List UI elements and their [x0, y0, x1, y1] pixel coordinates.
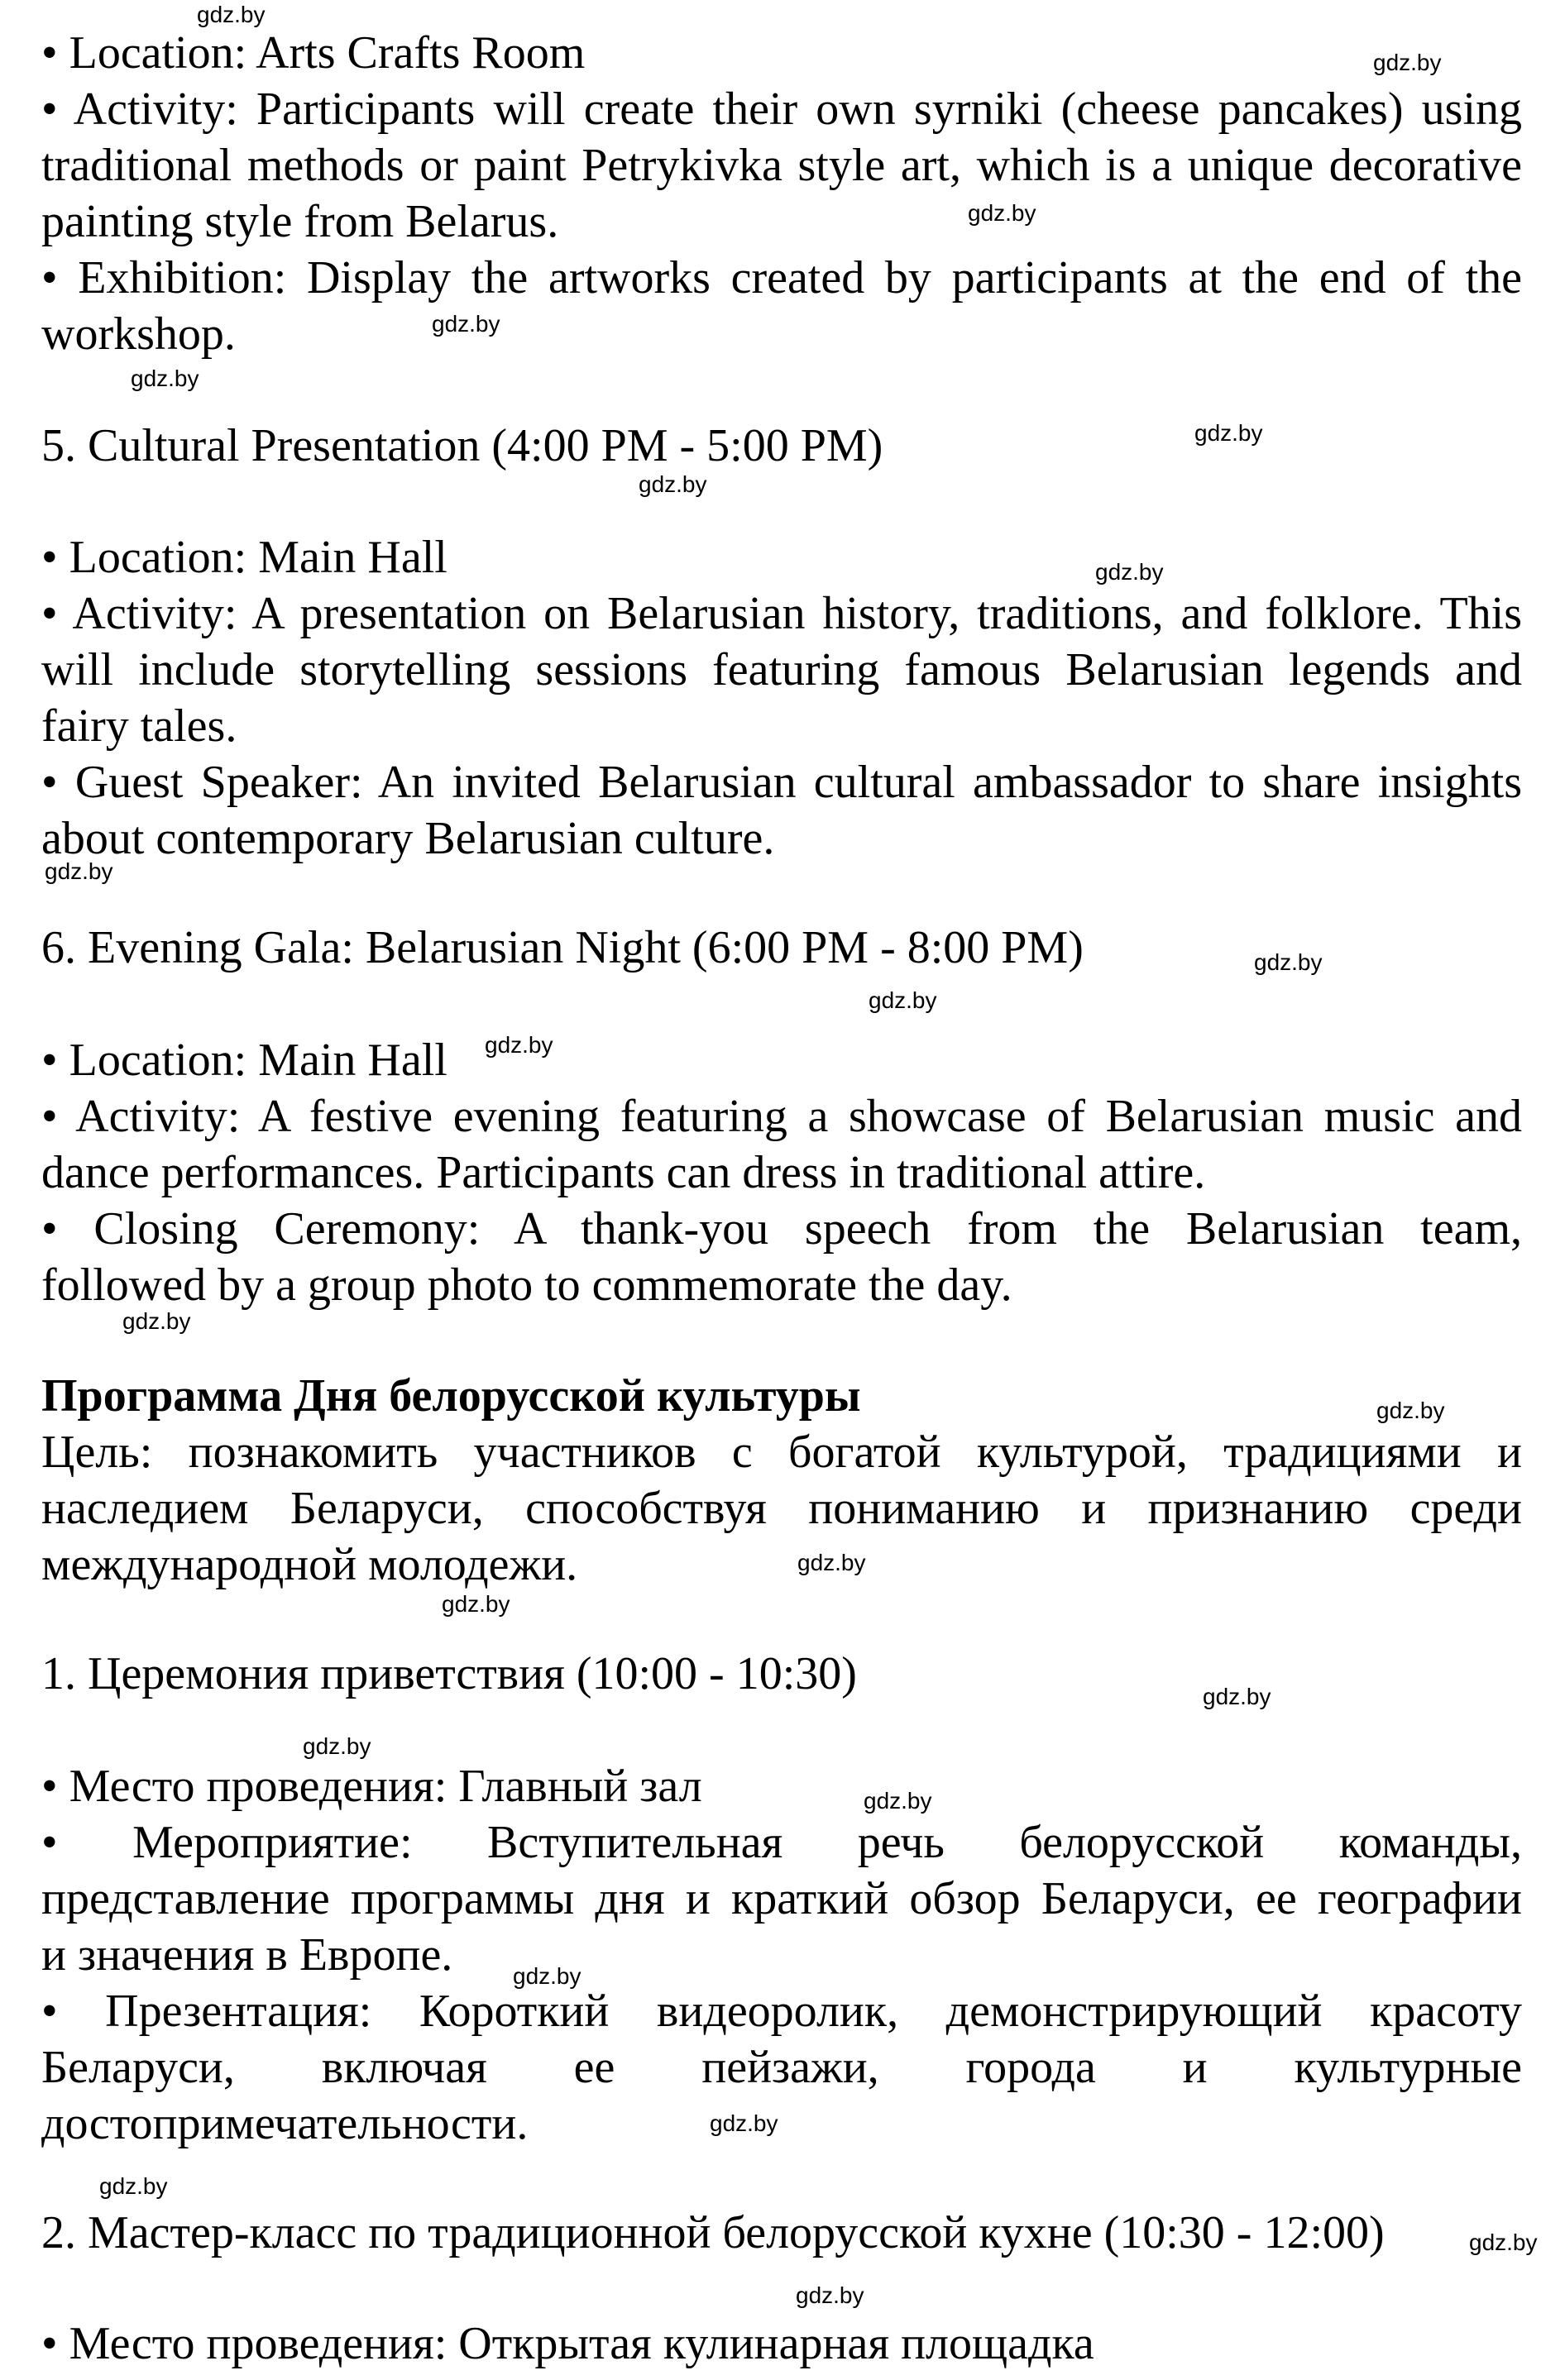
watermark: gdz.by	[131, 366, 199, 391]
section-heading: 5. Cultural Presentation (4:00 PM - 5:00 PM)	[41, 420, 883, 471]
watermark: gdz.by	[639, 471, 707, 497]
watermark: gdz.by	[797, 1550, 866, 1575]
watermark: gdz.by	[1203, 1684, 1271, 1709]
watermark: gdz.by	[1376, 1398, 1445, 1423]
text-line: наследием Беларуси, способствуя пониманию и признанию среди	[41, 1483, 1522, 1534]
watermark: gdz.by	[710, 2110, 778, 2136]
text-line: международной молодежи.	[41, 1539, 578, 1590]
bullet-activity-line: • Activity: A presentation on Belarusian history, traditions, and folklore. This	[41, 588, 1522, 639]
watermark: gdz.by	[99, 2173, 168, 2199]
watermark: gdz.by	[1194, 420, 1263, 446]
watermark: gdz.by	[1095, 559, 1164, 585]
bullet-location: • Место проведения: Открытая кулинарная площадка	[41, 2318, 1094, 2369]
text-line: will include storytelling sessions featuring famous Belarusian legends and	[41, 644, 1522, 695]
bullet-location: • Location: Main Hall	[41, 532, 447, 583]
bullet-closing-line: • Closing Ceremony: A thank-you speech from the Belarusian team,	[41, 1203, 1522, 1255]
text-line: представление программы дня и краткий обзор Беларуси, ее географии	[41, 1873, 1522, 1924]
watermark: gdz.by	[485, 1032, 553, 1058]
program-title: Программа Дня белорусской культуры	[41, 1370, 861, 1422]
text-line: fairy tales.	[41, 700, 237, 752]
bullet-exhibition-line: • Exhibition: Display the artworks created by participants at the end of the	[41, 252, 1522, 303]
watermark: gdz.by	[864, 1788, 932, 1814]
watermark: gdz.by	[796, 2282, 864, 2308]
watermark: gdz.by	[1373, 50, 1442, 75]
text-line: about contemporary Belarusian culture.	[41, 813, 775, 864]
watermark: gdz.by	[122, 1308, 191, 1334]
watermark: gdz.by	[442, 1591, 510, 1617]
watermark: gdz.by	[968, 200, 1036, 226]
text-line: workshop.	[41, 308, 236, 360]
bullet-location: • Location: Main Hall	[41, 1035, 447, 1086]
text-line: traditional methods or paint Petrykivka style art, which is a unique decorative	[41, 140, 1522, 191]
watermark: gdz.by	[513, 1963, 581, 1989]
bullet-guest-speaker-line: • Guest Speaker: An invited Belarusian cultural ambassador to share insights	[41, 757, 1522, 808]
watermark: gdz.by	[45, 858, 113, 884]
section-heading: 2. Мастер-класс по традиционной белорусской кухне (10:30 - 12:00)	[41, 2207, 1385, 2258]
goal-line: Цель: познакомить участников с богатой культурой, традициями и	[41, 1427, 1522, 1478]
watermark: gdz.by	[1254, 949, 1323, 975]
watermark: gdz.by	[303, 1733, 371, 1759]
text-line: достопримечательности.	[41, 2098, 529, 2149]
watermark: gdz.by	[432, 311, 500, 337]
text-line: painting style from Belarus.	[41, 196, 559, 247]
text-line: Беларуси, включая ее пейзажи, города и культурные	[41, 2042, 1522, 2093]
bullet-location: • Location: Arts Crafts Room	[41, 27, 586, 79]
watermark: gdz.by	[197, 2, 266, 27]
bullet-activity-line: • Activity: A festive evening featuring a showcase of Belarusian music and	[41, 1091, 1522, 1142]
text-line: followed by a group photo to commemorate the day.	[41, 1259, 1012, 1311]
text-line: и значения в Европе.	[41, 1929, 453, 1981]
watermark: gdz.by	[869, 987, 937, 1013]
bullet-event-line: • Мероприятие: Вступительная речь белорусской команды,	[41, 1817, 1522, 1868]
bullet-activity-line: • Activity: Participants will create their own syrniki (cheese pancakes) using	[41, 84, 1522, 135]
bullet-location: • Место проведения: Главный зал	[41, 1761, 702, 1812]
section-heading: 6. Evening Gala: Belarusian Night (6:00 PM - 8:00 PM)	[41, 922, 1084, 973]
section-heading: 1. Церемония приветствия (10:00 - 10:30)	[41, 1648, 857, 1699]
watermark: gdz.by	[1469, 2229, 1538, 2255]
text-line: dance performances. Participants can dress in traditional attire.	[41, 1147, 1206, 1198]
bullet-presentation-line: • Презентация: Короткий видеоролик, демонстрирующий красоту	[41, 1986, 1522, 2037]
